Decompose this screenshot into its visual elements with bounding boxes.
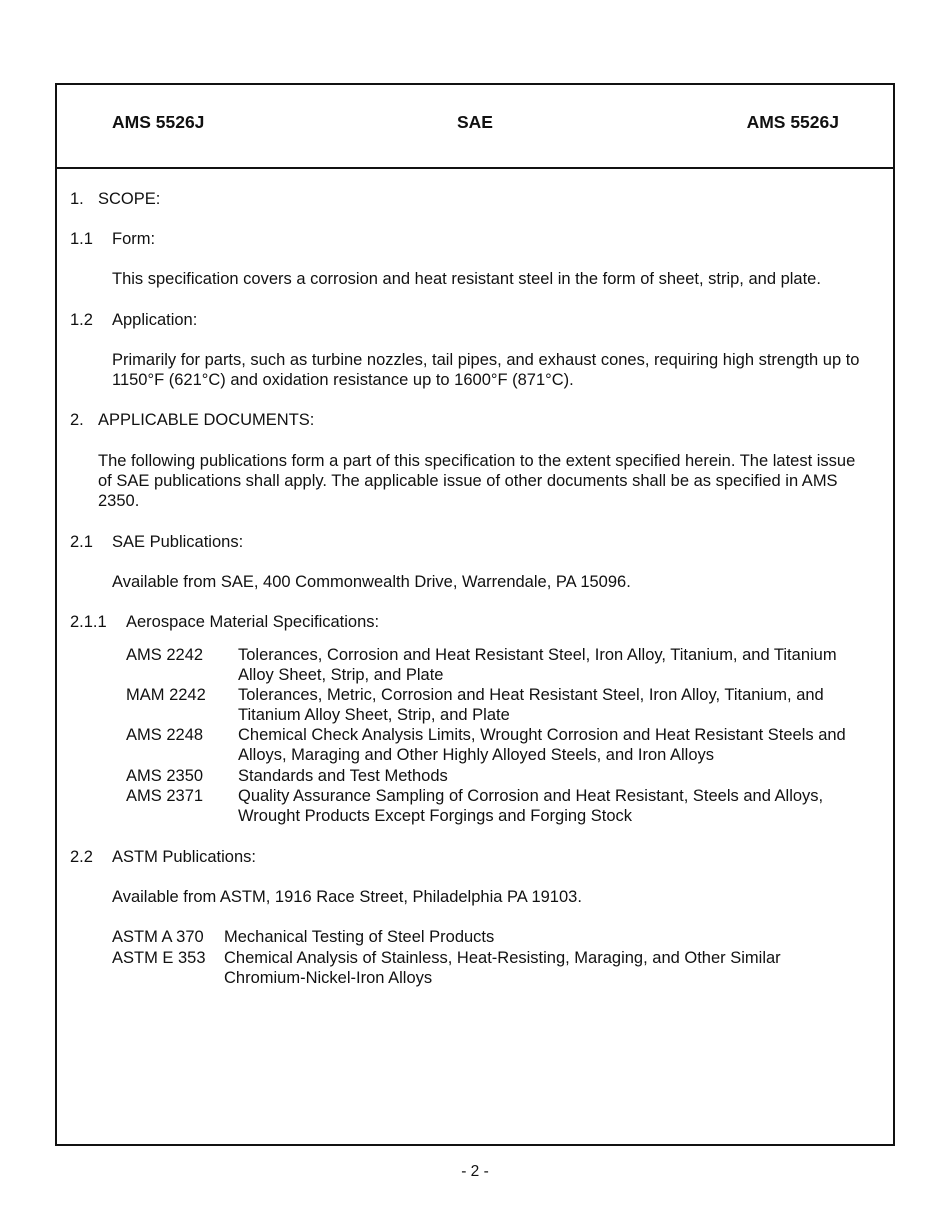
reference-description: Mechanical Testing of Steel Products [224,928,495,946]
reference-description: Chemical Analysis of Stainless, Heat-Resisting, Maraging, and Other Similar Chromium-Nickel-Iron Alloys [224,949,781,987]
page-number: - 2 - [461,1163,489,1180]
reference-row [126,786,871,826]
reference-row [126,766,871,786]
section-1-1-title: Form: [112,230,156,248]
reference-description: Chemical Check Analysis Limits, Wrought Corrosion and Heat Resistant Steels and Alloys, Maraging and Other Highly Alloyed Steels, and Iron Alloys [238,726,846,764]
reference-code: AMS 2350 [126,767,204,785]
section-1-1-number: 1.1 [70,230,93,248]
reference-description: Tolerances, Corrosion and Heat Resistant Steel, Iron Alloy, Titanium, and Titanium Alloy Sheet, Strip, and Plate [238,646,837,684]
reference-row [126,645,871,685]
reference-code: MAM 2242 [126,686,206,704]
reference-code: ASTM E 353 [112,949,206,967]
reference-row [112,927,872,947]
section-2-number: 2. [70,411,84,429]
section-1-2-title: Application: [112,311,198,329]
section-1-2-number: 1.2 [70,311,93,329]
section-1-title: SCOPE: [98,190,161,208]
section-2-2-number: 2.2 [70,848,93,866]
reference-code: AMS 2248 [126,726,204,744]
reference-code: ASTM A 370 [112,928,204,946]
header-doc-id-right: AMS 5526J [746,112,839,132]
section-2-text: The following publications form a part of this specification to the extent specified herein. The latest issue of SAE publications shall apply. The applicable issue of other documents shall be as specified in AMS 2350. [98,452,856,510]
reference-row [126,685,871,725]
reference-row [126,725,871,765]
reference-code: AMS 2371 [126,787,204,805]
section-2-1-number: 2.1 [70,533,93,551]
section-2-1-title: SAE Publications: [112,533,244,551]
reference-description: Tolerances, Metric, Corrosion and Heat Resistant Steel, Iron Alloy, Titanium, and Titanium Alloy Sheet, Strip, and Plate [238,686,824,724]
reference-description: Quality Assurance Sampling of Corrosion and Heat Resistant, Steels and Alloys, Wrought Products Except Forgings and Forging Stock [238,787,824,825]
header-doc-id-left: AMS 5526J [112,112,205,132]
document-header [57,85,893,169]
section-2-1-1-title: Aerospace Material Specifications: [126,613,380,631]
section-2-1-text: Available from SAE, 400 Commonwealth Drive, Warrendale, PA 15096. [112,573,631,591]
section-2-1-1-number: 2.1.1 [70,613,107,631]
section-1-1-text: This specification covers a corrosion and heat resistant steel in the form of sheet, strip, and plate. [112,270,821,288]
section-1-2-text: Primarily for parts, such as turbine nozzles, tail pipes, and exhaust cones, requiring high strength up to 1150°F (621°C) and oxidation resistance up to 1600°F (871°C). [112,351,860,389]
reference-row [112,948,872,988]
header-organization: SAE [457,112,493,132]
section-1-number: 1. [70,190,84,208]
reference-description: Standards and Test Methods [238,767,448,785]
section-2-2-title: ASTM Publications: [112,848,256,866]
reference-code: AMS 2242 [126,646,204,664]
section-2-2-text: Available from ASTM, 1916 Race Street, Philadelphia PA 19103. [112,888,582,906]
section-2-title: APPLICABLE DOCUMENTS: [98,411,315,429]
